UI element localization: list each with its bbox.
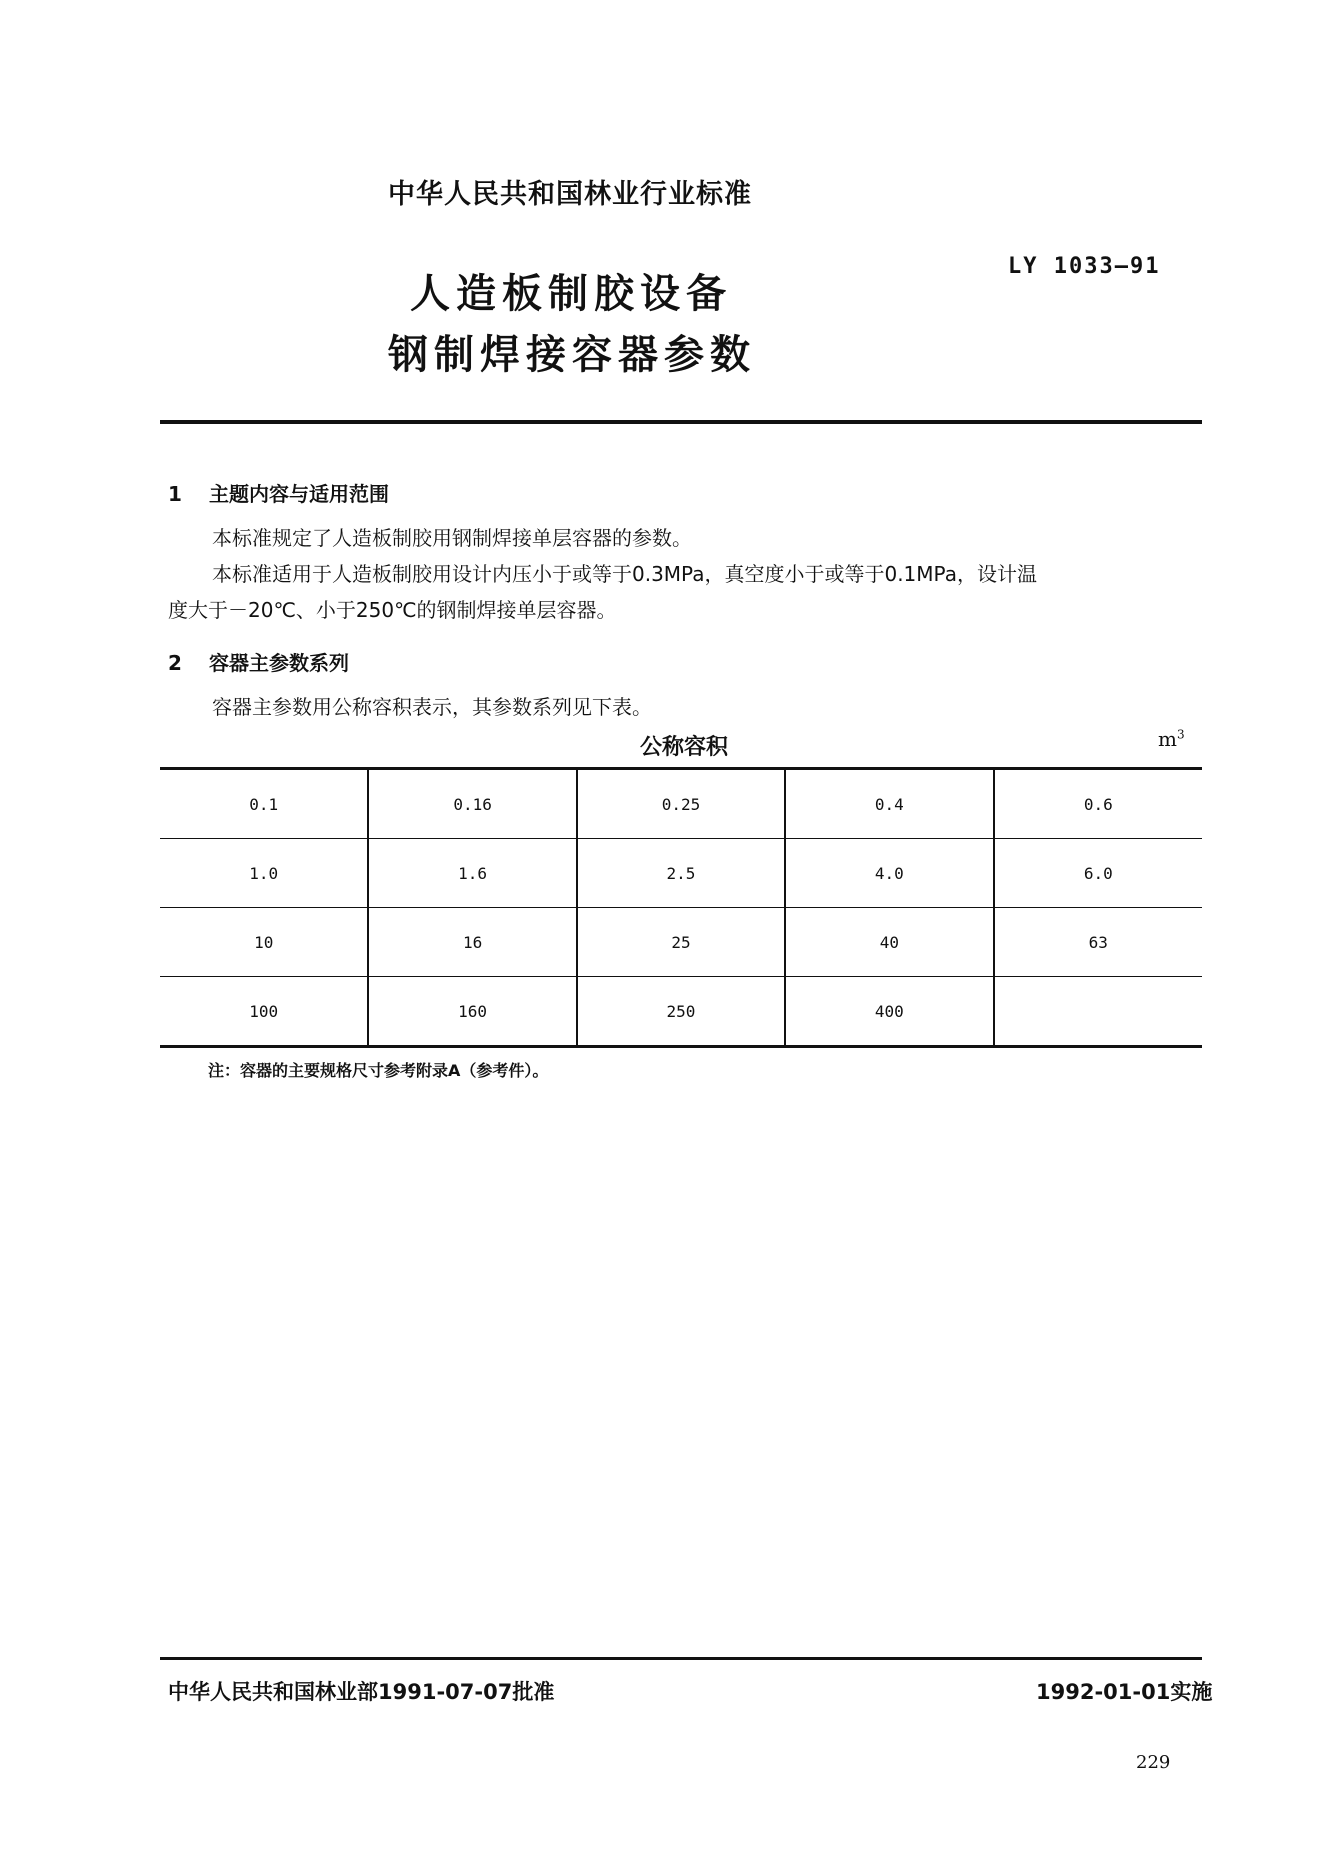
section-1-paragraph-1: 本标准规定了人造板制胶用钢制焊接单层容器的参数。 [212,526,692,550]
table-cell: 0.1 [160,769,368,839]
section-1-title: 主题内容与适用范围 [209,482,390,506]
table-cell: 250 [577,977,785,1047]
table-cell: 2.5 [577,839,785,908]
section-2-paragraph-1: 容器主参数用公称容积表示，其参数系列见下表。 [212,695,652,719]
section-2-number: 2 [168,651,182,675]
table-cell: 400 [785,977,993,1047]
table-row [160,977,1202,1047]
table-cell: 0.25 [577,769,785,839]
table-cell [994,977,1202,1047]
standard-code: LY 1033—91 [1008,254,1161,279]
document-title-line2: 钢制焊接容器参数 [388,332,756,378]
section-2-title: 容器主参数系列 [209,651,350,675]
table-row [160,769,1202,839]
unit-superscript: 3 [1176,727,1185,742]
approval-statement: 中华人民共和国林业部1991-07-07批准 [168,1680,555,1704]
table-cell: 0.4 [785,769,993,839]
table-cell: 4.0 [785,839,993,908]
table-cell: 0.16 [368,769,576,839]
table-cell: 1.6 [368,839,576,908]
table-note: 注：容器的主要规格尺寸参考附录A（参考件）。 [208,1061,549,1080]
table-row [160,908,1202,977]
table-cell: 1.0 [160,839,368,908]
document-title-line1: 人造板制胶设备 [410,271,732,317]
section-1-heading [168,478,389,507]
section-1-number: 1 [168,482,182,506]
table-cell: 0.6 [994,769,1202,839]
page-number: 229 [1136,1752,1171,1773]
table-cell: 16 [368,908,576,977]
issuer-heading: 中华人民共和国林业行业标准 [388,179,752,210]
footer-rule [160,1657,1202,1660]
section-1-paragraph-2: 本标准适用于人造板制胶用设计内压小于或等于0.3MPa，真空度小于或等于0.1MPa，设计温 [212,562,1037,586]
table-cell: 63 [994,908,1202,977]
table-cell: 40 [785,908,993,977]
table-caption: 公称容积 [640,735,729,760]
table-cell: 100 [160,977,368,1047]
table-cell: 25 [577,908,785,977]
table-cell: 10 [160,908,368,977]
header-rule [160,420,1202,424]
unit-base: m [1158,727,1177,751]
table-cell: 6.0 [994,839,1202,908]
table-row [160,839,1202,908]
nominal-volume-table [160,767,1202,1048]
effective-date: 1992-01-01实施 [1036,1680,1213,1704]
table-unit [1158,727,1185,751]
table-cell: 160 [368,977,576,1047]
section-1-paragraph-2-continued: 度大于－20℃、小于250℃的钢制焊接单层容器。 [168,598,617,622]
section-2-heading [168,647,349,676]
